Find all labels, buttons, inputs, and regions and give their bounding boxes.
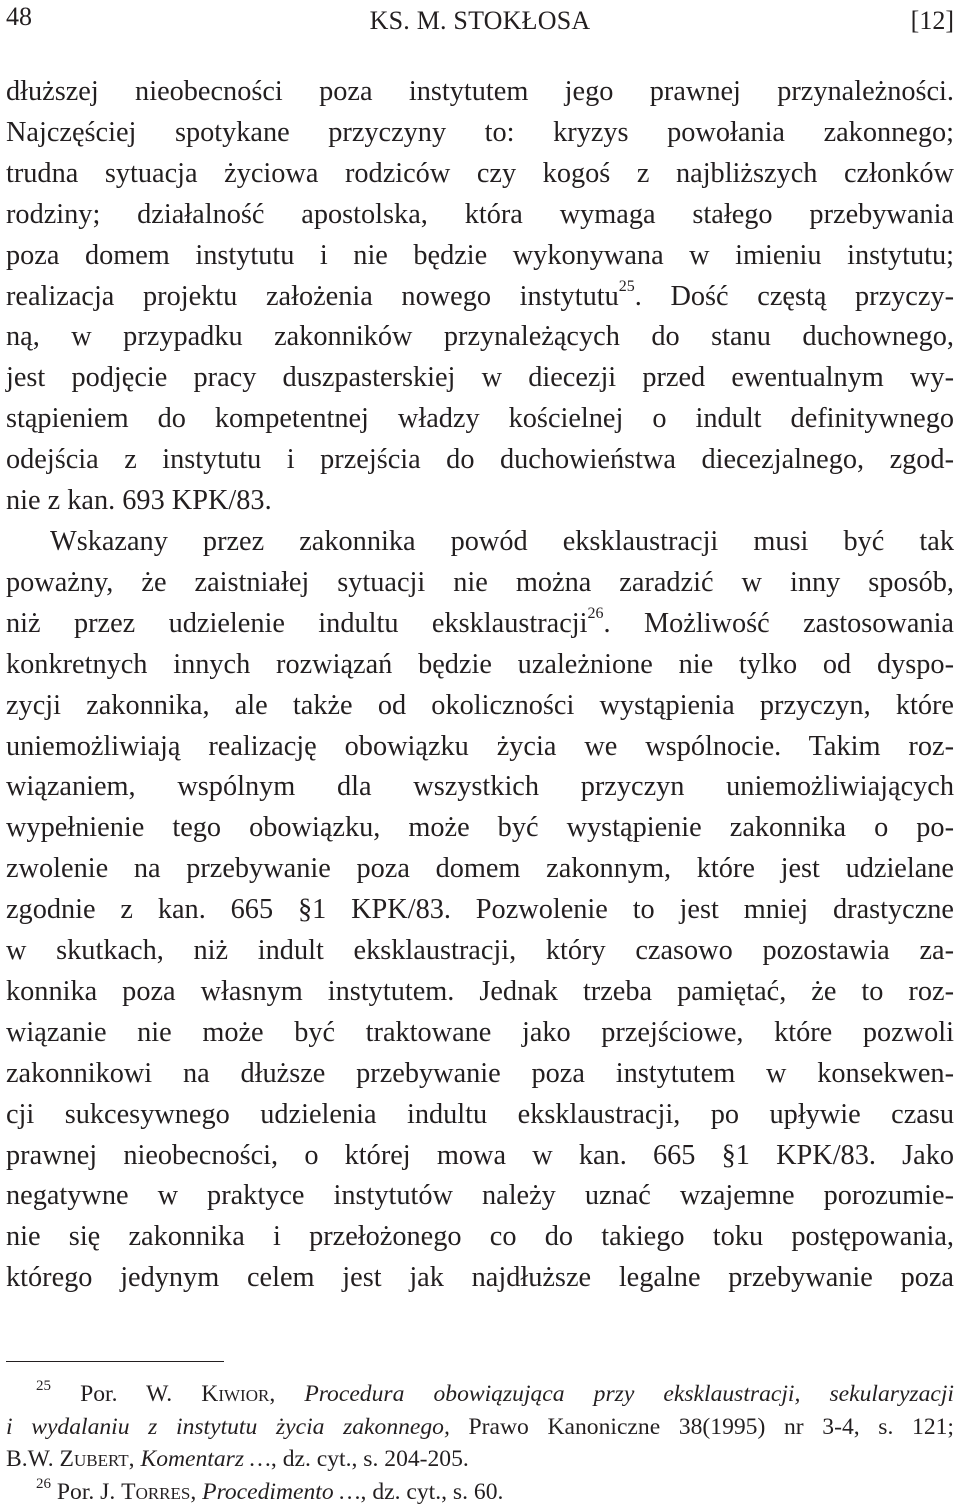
page-header bbox=[6, 0, 954, 40]
page-number: 48 bbox=[6, 2, 32, 31]
section-number: [12] bbox=[910, 6, 954, 35]
text-line: negatywne w praktyce instytutów należy uznać wzajemne porozumie- bbox=[6, 1180, 954, 1212]
footnote-26 bbox=[6, 1476, 954, 1509]
text-line: rodziny; działalność apostolska, która wymaga stałego przebywania bbox=[6, 198, 954, 230]
footnotes bbox=[6, 1378, 954, 1508]
text-segment: Por. J. bbox=[51, 1478, 122, 1505]
text-line: poważny, że zaistniałej sytuacji nie można zaradzić w inny sposób, bbox=[6, 566, 954, 598]
footnote-25 bbox=[6, 1378, 954, 1476]
text-segment: Por. W. bbox=[51, 1381, 202, 1407]
footnote-line bbox=[6, 1378, 954, 1411]
footnote-marker: 26 bbox=[36, 1475, 51, 1492]
text-line: jest podjęcie pracy duszpasterskiej w diecezji przed ewentualnym wy- bbox=[6, 362, 954, 394]
text-line bbox=[6, 277, 954, 318]
text-line: uniemożliwiają realizację obowiązku życia we wspólnocie. Takim roz- bbox=[6, 730, 954, 762]
work-title: Komentarz … bbox=[140, 1446, 271, 1472]
text-line: wiązaniem, wspólnym dla wszystkich przyczyn uniemożliwiających bbox=[6, 771, 954, 803]
text-segment: niż przez udzielenie indultu eksklaustracji bbox=[6, 607, 588, 639]
author-name: Torres bbox=[121, 1478, 191, 1505]
text-line: zwolenie na przebywanie poza domem zakonnym, które jest udzielane bbox=[6, 853, 954, 885]
text-line: Najczęściej spotykane przyczyny to: kryzys powołania zakonnego; bbox=[6, 116, 954, 148]
text-line: nie z kan. 693 KPK/83. bbox=[6, 485, 272, 517]
footnote-reference-26[interactable]: 26 bbox=[587, 604, 604, 622]
body-text bbox=[6, 72, 954, 1299]
text-line: stąpieniem do kompetentnej władzy kościelnej o indult definitywnego bbox=[6, 403, 954, 435]
text-line: zgodnie z kan. 665 §1 KPK/83. Pozwolenie to jest mniej drastyczne bbox=[6, 894, 954, 926]
work-title: i wydalaniu z instytutu życia zakonnego, bbox=[6, 1413, 450, 1440]
text-line: poza domem instytutu i nie będzie wykonywana w imieniu instytutu; bbox=[6, 239, 954, 271]
text-line: prawnej nieobecności, o której mowa w kan. 665 §1 KPK/83. Jako bbox=[6, 1139, 954, 1171]
text-line: cji sukcesywnego udzielenia indultu eksklaustracji, po upływie czasu bbox=[6, 1098, 954, 1130]
text-line: zakonnikowi na dłuższe przebywanie poza instytutem w konsekwen- bbox=[6, 1057, 954, 1089]
text-line: wypełnienie tego obowiązku, może być wystąpienie zakonnika o po- bbox=[6, 812, 954, 844]
text-segment: , dz. cyt., s. 204-205. bbox=[270, 1446, 469, 1472]
text-line: nie się zakonnika i przełożonego co do takiego toku postępowania, bbox=[6, 1221, 954, 1253]
work-title: Procedimento … bbox=[202, 1478, 361, 1505]
paragraph-1 bbox=[6, 72, 954, 522]
footnote-line bbox=[6, 1476, 954, 1509]
text-segment: . Możliwość zastosowania bbox=[603, 607, 954, 639]
work-title: Procedura obowiązująca przy eksklaustracji, sekularyzacji bbox=[304, 1381, 954, 1407]
footnote-separator bbox=[6, 1361, 224, 1362]
text-line bbox=[6, 604, 954, 645]
text-line: konnika poza własnym instytutem. Jednak trzeba pamiętać, że to roz- bbox=[6, 975, 954, 1007]
text-segment: . Dość częstą przyczy- bbox=[634, 280, 954, 312]
footnote-line bbox=[6, 1411, 954, 1444]
text-segment: , bbox=[128, 1446, 141, 1472]
text-segment: , bbox=[190, 1478, 203, 1505]
text-line: dłuższej nieobecności poza instytutem jego prawnej przynależności. bbox=[6, 76, 954, 107]
footnote-reference-25[interactable]: 25 bbox=[618, 277, 635, 295]
footnote-marker: 25 bbox=[36, 1378, 51, 1394]
text-line: Wskazany przez zakonnika powód eksklaustracji musi być tak bbox=[50, 525, 954, 557]
text-segment: , dz. cyt., s. 60. bbox=[360, 1478, 504, 1505]
text-line: trudna sytuacja życiowa rodziców czy kogoś z najbliższych członków bbox=[6, 157, 954, 189]
running-head: KS. M. STOKŁOSA bbox=[369, 6, 591, 35]
text-line: ną, w przypadku zakonników przynależących do stanu duchownego, bbox=[6, 321, 954, 353]
text-line: którego jedynym celem jest jak najdłuższe legalne przebywanie poza bbox=[6, 1262, 954, 1294]
text-line: wiązanie nie może być traktowane jako przejściowe, które pozwoli bbox=[6, 1016, 954, 1048]
text-segment: , bbox=[269, 1381, 305, 1407]
text-segment: Prawo Kanoniczne 38(1995) nr 3-4, s. 121; bbox=[449, 1413, 954, 1440]
author-name: Kiwior bbox=[201, 1381, 270, 1407]
text-line: w skutkach, niż indult eksklaustracji, który czasowo pozostawia za- bbox=[6, 935, 954, 967]
author-name: Zubert bbox=[59, 1446, 129, 1472]
text-line: zycji zakonnika, ale także od okoliczności wystąpienia przyczyn, które bbox=[6, 689, 954, 721]
footnote-line bbox=[6, 1443, 954, 1476]
text-line: konkretnych innych rozwiązań będzie uzależnione nie tylko od dyspo- bbox=[6, 648, 954, 680]
paragraph-2 bbox=[6, 522, 954, 1299]
text-segment: realizacja projektu założenia nowego instytutu bbox=[6, 280, 619, 312]
text-line: odejścia z instytutu i przejścia do duchowieństwa diecezjalnego, zgod- bbox=[6, 444, 954, 476]
text-segment: B.W. bbox=[6, 1446, 60, 1472]
